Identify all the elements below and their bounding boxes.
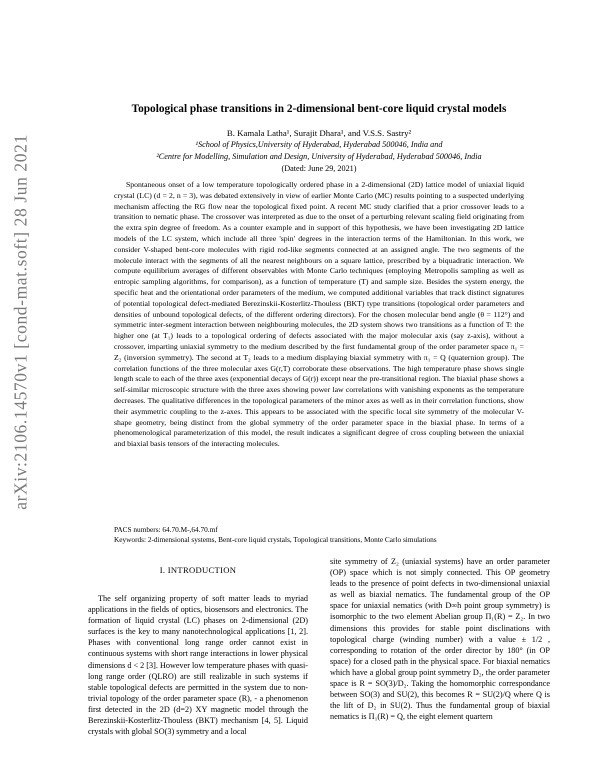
section-heading-introduction: I. INTRODUCTION (159, 565, 237, 575)
author-list: B. Kamala Latha¹, Surajit Dhara¹, and V.S.S. Sastry² (226, 128, 412, 138)
arxiv-identifier-stamp (10, 72, 32, 572)
pacs-keywords-block (114, 525, 534, 545)
keywords: Keywords: 2-dimensional systems, Bent-core liquid crystals, Topological transitions, Monte Carlo simulations (114, 535, 437, 544)
date-line: (Dated: June 29, 2021) (281, 164, 357, 173)
pacs-numbers: PACS numbers: 64.70.M-,64.70.mf (114, 525, 218, 534)
paper-title: Topological phase transitions in 2-dimensional bent-core liquid crystal models (131, 103, 507, 115)
arxiv-identifier-text: arXiv:2106.14570v1 [cond-mat.soft] 28 Jun 2021 (10, 134, 31, 510)
affiliation-2: ²Centre for Modelling, Simulation and Design, University of Hyderabad, Hyderabad 500046, India (156, 152, 482, 161)
intro-left-column: The self organizing property of soft matter leads to myriad applications in the fields of optics, biosensors and electronics. The formation of liquid crystal (LC) phases on 2-dimensional (2D) surfaces is the key to many nanotechnological applications [1, 2]. Phases with conventional long range order cannot exist in continuous systems with short range interactions in lower physical dimensions d < 2 [3]. However low temperature phases with quasi-long range order (QLRO) are still realizable in such systems if stable topological defects are permitted in the system due to non-trivial topology of the order parameter space (R), - a phenomenon first detected in the 2D (d=2) XY magnetic model through the Berezinskii-Kosterlitz-Thouless (BKT) mechanism [4, 5]. Liquid crystals with global SO(3) symmetry and a local (88, 594, 308, 737)
affiliation-1: ¹School of Physics,University of Hyderabad, Hyderabad 500046, India and (195, 140, 443, 149)
intro-right-column: site symmetry of Z₂ (uniaxial systems) have an order parameter (OP) space which is not simply connected. This OP geometry leads to the presence of point defects in two-dimensional uniaxial as well as biaxial nematics. The fundamental group of the OP space for uniaxial nematics (with D∞h point group symmetry) is isomorphic to the two element Abelian group Π₁(R) = Z₂. In two dimensions this provides for stable point disclinations with topological charge (winding number) with a value ± 1/2 , corresponding to rotation of the order director by 180° (in OP space) for a closed path in the physical space. For biaxial nematics which have a global group point symmetry D₂, the order parameter space is R = SO(3)/D₂. Taking the homomorphic correspondance between SO(3) and SU(2), this becomes R = SU(2)/Q where Q is the lift of D₂ in SU(2). Thus the fundamental group of biaxial nematics is Π₁(R) = Q, the eight element quartern (330, 557, 550, 722)
abstract: Spontaneous onset of a low temperature topologically ordered phase in a 2-dimensional (2D) lattice model of uniaxial liquid crystal (LC) (d = 2, n = 3), was debated extensively in view of earlier Monte Carlo (MC) results pointing to a suspected underlying mechanism affecting the RG flow near the topological fixed point. A recent MC study clarified that a prior crossover leads to a transition to nematic phase. The crossover was interpreted as due to the onset of a perturbing relevant scaling field originating from the extra spin degree of freedom. As a counter example and in support of this hypothesis, we have been investigating 2D lattice models of the LC system, which include all three 'spin' degrees in the interaction terms of the Hamiltonian. In this work, we consider V-shaped bent-core molecules with rigid rod-like segments connected at an assigned angle. The two segments of the molecule interact with the segments of all the nearest neighbours on a square lattice, prescribed by a biquadratic interaction. We compute equilibrium averages of different observables with Monte Carlo techniques (employing Metropolis sampling as well as entropic sampling algorithms, for comparison), as a function of temperature (T) and sample size. Besides the system energy, the specific heat and the orientational order parameters of the medium, we computed additional variables that track distinct signatures of potential topological defect-mediated Berezinskii-Kosterlitz-Thouless (BKT) type transitions (topological order parameters and densities of unbound topological defects, of the different ordering directors). For the chosen molecular bend angle (θ = 112°) and symmetric inter-segment interaction between neighbouring molecules, the 2D system shows two transitions as a function of T: the higher one (at T₁) leads to a topological ordering of defects associated with the major molecular axis (say z-axis), without a crossover, imparting uniaxial symmetry to the medium described by the first fundamental group of the order parameter space π₁ = Z₂ (inversion symmetry). The second at T₂ leads to a medium displaying biaxial symmetry with π₁ = Q (quaternion group). The correlation functions of the three molecular axes G(r,T) corroborate these observations. The high temperature phase shows single length scale to each of the three axes (exponential decays of G(r)) except near the pre-transitional region. The biaxial phase shows a self-similar microscopic structure with the three axes showing power law correlations with vanishing exponents as the temperature decreases. The qualitative differences in the topological parameters of the minor axes as well as in their correlation functions, show their asymmetric coupling to the z-axes. This appears to be associated with the specific local site symmetry of the molecular V-shape geometry, being distinct from the global symmetry of the order parameter space in the biaxial phase. In terms of a phenomenological parameterization of this model, the result indicates a significant degree of cross coupling between the uniaxial and biaxial basis tensors of the interacting molecules. (114, 180, 524, 449)
